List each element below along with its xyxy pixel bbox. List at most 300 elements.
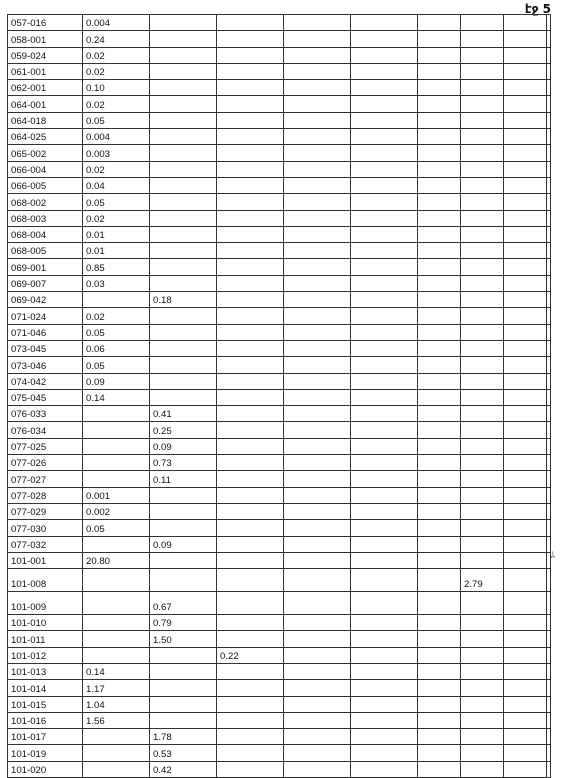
area-col-7-cell [461,145,504,161]
area-col-8-cell [504,177,547,193]
area-col-5-cell [351,536,418,552]
area-col-1-cell [83,422,150,438]
area-col-3-cell [217,696,284,712]
land-use-cell [547,80,551,96]
area-col-1-cell [83,292,150,308]
area-col-4-cell [284,243,351,259]
parcel-code-cell: 101-008 [8,569,83,592]
land-use-cell [547,145,551,161]
parcel-code-cell: 069-007 [8,275,83,291]
area-col-8-cell [504,226,547,242]
area-col-5-cell [351,129,418,145]
area-col-7-cell [461,63,504,79]
parcel-code-cell: 062-001 [8,80,83,96]
land-use-cell [547,308,551,324]
table-row [8,324,551,340]
area-col-5-cell [351,438,418,454]
area-col-6-cell [418,471,461,487]
area-col-8-cell [504,15,547,31]
area-col-3-cell [217,194,284,210]
area-col-5-cell [351,712,418,728]
area-col-7-cell [461,31,504,47]
area-col-6-cell [418,340,461,356]
area-col-6-cell [418,680,461,696]
area-col-2-cell [150,96,217,112]
area-col-8-cell [504,471,547,487]
area-col-4-cell [284,761,351,777]
area-col-4-cell [284,275,351,291]
land-use-cell [547,210,551,226]
area-col-7-cell [461,96,504,112]
parcel-code-cell: 101-009 [8,592,83,615]
table-row [8,536,551,552]
area-col-1-cell: 0.85 [83,259,150,275]
parcel-code-cell: 073-046 [8,357,83,373]
area-col-7-cell [461,487,504,503]
area-col-2-cell [150,712,217,728]
parcel-code-cell: 068-005 [8,243,83,259]
area-col-5-cell [351,696,418,712]
area-col-2-cell [150,308,217,324]
area-col-4-cell [284,259,351,275]
area-col-4-cell [284,745,351,761]
area-col-3-cell [217,357,284,373]
area-col-2-cell [150,145,217,161]
table-row [8,308,551,324]
area-col-7-cell [461,592,504,615]
area-col-3-cell [217,210,284,226]
table-row [8,520,551,536]
table-row [8,177,551,193]
area-col-1-cell: 0.02 [83,47,150,63]
area-col-2-cell [150,357,217,373]
parcel-code-cell: 101-001 [8,552,83,568]
area-col-6-cell [418,406,461,422]
land-use-cell [547,663,551,679]
area-col-3-cell [217,592,284,615]
area-col-6-cell [418,15,461,31]
area-col-6-cell [418,47,461,63]
table-row [8,373,551,389]
area-col-7-cell [461,552,504,568]
area-col-3-cell [217,455,284,471]
area-col-6-cell [418,275,461,291]
land-use-cell [547,487,551,503]
land-use-cell [547,406,551,422]
area-col-4-cell [284,15,351,31]
area-col-2-cell [150,63,217,79]
area-col-8-cell [504,520,547,536]
area-col-7-cell [461,422,504,438]
area-col-7-cell [461,503,504,519]
area-col-2-cell [150,696,217,712]
area-col-7-cell [461,729,504,745]
area-col-6-cell [418,536,461,552]
area-col-6-cell [418,761,461,777]
area-col-2-cell: 0.42 [150,761,217,777]
area-col-1-cell [83,647,150,663]
area-col-7-cell [461,761,504,777]
area-col-3-cell [217,259,284,275]
area-col-1-cell: 0.001 [83,487,150,503]
area-col-8-cell [504,47,547,63]
area-col-2-cell: 0.41 [150,406,217,422]
table-row [8,631,551,647]
area-col-1-cell: 0.02 [83,96,150,112]
area-col-8-cell [504,631,547,647]
parcel-code-cell: 077-028 [8,487,83,503]
area-col-1-cell: 1.56 [83,712,150,728]
area-col-6-cell [418,389,461,405]
area-col-6-cell [418,259,461,275]
area-col-8-cell [504,259,547,275]
area-col-4-cell [284,552,351,568]
area-col-6-cell [418,308,461,324]
area-col-3-cell [217,615,284,631]
area-col-4-cell [284,340,351,356]
area-col-6-cell [418,438,461,454]
area-col-4-cell [284,729,351,745]
table-row [8,96,551,112]
area-col-2-cell: 0.67 [150,592,217,615]
area-col-1-cell: 0.003 [83,145,150,161]
area-col-7-cell [461,129,504,145]
area-col-2-cell [150,259,217,275]
area-col-6-cell [418,712,461,728]
area-col-3-cell [217,503,284,519]
area-col-5-cell [351,357,418,373]
area-col-8-cell [504,745,547,761]
area-col-8-cell [504,210,547,226]
area-col-3-cell [217,471,284,487]
area-col-8-cell [504,243,547,259]
land-use-cell [547,15,551,31]
area-col-8-cell [504,31,547,47]
area-col-7-cell [461,210,504,226]
area-col-5-cell [351,275,418,291]
area-col-6-cell [418,592,461,615]
area-col-1-cell: 0.01 [83,226,150,242]
area-col-3-cell [217,15,284,31]
area-col-6-cell [418,324,461,340]
area-col-2-cell [150,243,217,259]
area-col-2-cell [150,340,217,356]
area-col-7-cell [461,438,504,454]
table-row [8,680,551,696]
area-col-6-cell [418,96,461,112]
area-col-3-cell [217,226,284,242]
area-col-6-cell [418,503,461,519]
area-col-4-cell [284,503,351,519]
area-col-4-cell [284,455,351,471]
area-col-7-cell [461,324,504,340]
table-row [8,31,551,47]
land-parcel-table [7,14,551,778]
parcel-code-cell: 101-011 [8,631,83,647]
table-row [8,63,551,79]
table-row [8,471,551,487]
area-col-4-cell [284,592,351,615]
area-col-8-cell [504,663,547,679]
area-col-2-cell [150,112,217,128]
area-col-8-cell [504,63,547,79]
land-use-cell [547,696,551,712]
area-col-1-cell [83,438,150,454]
table-row [8,389,551,405]
area-col-3-cell [217,112,284,128]
area-col-7-cell [461,647,504,663]
area-col-8-cell [504,536,547,552]
area-col-8-cell [504,275,547,291]
table-row [8,194,551,210]
table-row [8,406,551,422]
area-col-3-cell [217,96,284,112]
area-col-3-cell [217,663,284,679]
land-use-cell [547,324,551,340]
area-col-2-cell [150,324,217,340]
area-col-5-cell [351,389,418,405]
area-col-7-cell [461,357,504,373]
area-col-8-cell [504,96,547,112]
area-col-1-cell [83,455,150,471]
area-col-4-cell [284,647,351,663]
area-col-7-cell [461,47,504,63]
area-col-5-cell [351,161,418,177]
area-col-6-cell [418,357,461,373]
land-use-cell [547,63,551,79]
parcel-code-cell: 101-010 [8,615,83,631]
area-col-6-cell [418,569,461,592]
area-col-3-cell [217,31,284,47]
area-col-7-cell [461,340,504,356]
land-use-cell [547,226,551,242]
area-col-1-cell [83,569,150,592]
table-row [8,696,551,712]
area-col-1-cell: 0.02 [83,161,150,177]
table-row [8,647,551,663]
land-use-cell [547,520,551,536]
area-col-5-cell [351,455,418,471]
area-col-5-cell [351,112,418,128]
area-col-6-cell [418,729,461,745]
land-use-cell [547,438,551,454]
area-col-1-cell: 1.04 [83,696,150,712]
parcel-code-cell: 064-025 [8,129,83,145]
area-col-2-cell [150,680,217,696]
area-col-6-cell [418,177,461,193]
area-col-8-cell [504,161,547,177]
area-col-5-cell [351,243,418,259]
area-col-1-cell: 0.05 [83,357,150,373]
table-row [8,357,551,373]
land-use-cell [547,161,551,177]
area-col-3-cell [217,422,284,438]
area-col-7-cell [461,292,504,308]
table-row [8,226,551,242]
area-col-7-cell [461,520,504,536]
parcel-code-cell: 071-024 [8,308,83,324]
parcel-code-cell: 077-026 [8,455,83,471]
parcel-code-cell: 074-042 [8,373,83,389]
parcel-code-cell: 076-034 [8,422,83,438]
area-col-4-cell [284,31,351,47]
area-col-5-cell [351,292,418,308]
land-use-cell [547,592,551,615]
area-col-5-cell [351,373,418,389]
area-col-8-cell [504,373,547,389]
area-col-8-cell [504,615,547,631]
land-use-cell [547,712,551,728]
area-col-7-cell [461,177,504,193]
area-col-5-cell [351,177,418,193]
table-row [8,487,551,503]
area-col-8-cell [504,80,547,96]
area-col-5-cell [351,63,418,79]
parcel-code-cell: 101-014 [8,680,83,696]
area-col-5-cell [351,259,418,275]
table-row [8,761,551,777]
area-col-5-cell [351,422,418,438]
area-col-8-cell [504,647,547,663]
area-col-3-cell [217,712,284,728]
area-col-3-cell [217,324,284,340]
area-col-4-cell [284,520,351,536]
land-use-cell [547,243,551,259]
area-col-4-cell [284,471,351,487]
area-col-1-cell: 0.24 [83,31,150,47]
area-col-7-cell [461,275,504,291]
table-row [8,80,551,96]
area-col-5-cell [351,745,418,761]
area-col-2-cell [150,129,217,145]
area-col-3-cell [217,680,284,696]
table-row [8,712,551,728]
area-col-6-cell [418,422,461,438]
land-use-cell [547,389,551,405]
area-col-5-cell [351,308,418,324]
area-col-4-cell [284,161,351,177]
land-use-cell [547,129,551,145]
area-col-4-cell [284,663,351,679]
area-col-4-cell [284,145,351,161]
table-row [8,161,551,177]
area-col-7-cell [461,389,504,405]
area-col-7-cell [461,194,504,210]
land-use-cell [547,47,551,63]
area-col-3-cell [217,340,284,356]
area-col-5-cell [351,96,418,112]
table-row [8,455,551,471]
area-col-6-cell [418,615,461,631]
area-col-1-cell: 0.05 [83,112,150,128]
area-col-3-cell [217,745,284,761]
area-col-3-cell [217,292,284,308]
area-col-3-cell [217,243,284,259]
table-row [8,729,551,745]
parcel-code-cell: 077-032 [8,536,83,552]
land-use-cell [547,761,551,777]
area-col-4-cell [284,112,351,128]
area-col-6-cell [418,243,461,259]
area-col-8-cell [504,696,547,712]
land-use-cell [547,680,551,696]
area-col-7-cell [461,455,504,471]
area-col-2-cell [150,552,217,568]
area-col-3-cell [217,373,284,389]
area-col-4-cell [284,406,351,422]
area-col-7-cell [461,15,504,31]
area-col-8-cell [504,112,547,128]
area-col-4-cell [284,422,351,438]
area-col-7-cell [461,471,504,487]
area-col-2-cell [150,226,217,242]
area-col-1-cell: 0.09 [83,373,150,389]
area-col-1-cell: 0.05 [83,194,150,210]
area-col-7-cell [461,406,504,422]
area-col-1-cell [83,631,150,647]
area-col-5-cell [351,647,418,663]
parcel-code-cell: 058-001 [8,31,83,47]
table-row [8,47,551,63]
area-col-1-cell: 0.10 [83,80,150,96]
parcel-code-cell: 077-030 [8,520,83,536]
area-col-3-cell [217,438,284,454]
area-col-4-cell [284,536,351,552]
area-col-5-cell [351,324,418,340]
area-col-5-cell [351,503,418,519]
area-col-8-cell [504,194,547,210]
parcel-code-cell: 068-003 [8,210,83,226]
area-col-2-cell [150,275,217,291]
area-col-4-cell [284,80,351,96]
area-col-6-cell [418,80,461,96]
area-col-5-cell [351,210,418,226]
area-col-4-cell [284,631,351,647]
area-col-6-cell [418,647,461,663]
area-col-6-cell [418,112,461,128]
area-col-4-cell [284,615,351,631]
parcel-code-cell: 075-045 [8,389,83,405]
area-col-8-cell [504,487,547,503]
area-col-1-cell: 0.14 [83,389,150,405]
area-col-1-cell [83,729,150,745]
area-col-4-cell [284,194,351,210]
area-col-8-cell [504,129,547,145]
area-col-1-cell [83,406,150,422]
area-col-5-cell [351,487,418,503]
area-col-1-cell [83,592,150,615]
area-col-2-cell [150,210,217,226]
area-col-8-cell [504,340,547,356]
land-use-cell [547,112,551,128]
area-col-7-cell [461,631,504,647]
area-col-7-cell [461,663,504,679]
area-col-4-cell [284,308,351,324]
table-row [8,745,551,761]
area-col-5-cell [351,340,418,356]
parcel-code-cell: 068-004 [8,226,83,242]
area-col-8-cell [504,438,547,454]
area-col-2-cell [150,503,217,519]
area-col-3-cell [217,631,284,647]
area-col-6-cell [418,129,461,145]
area-col-4-cell [284,129,351,145]
parcel-code-cell: 073-045 [8,340,83,356]
area-col-1-cell: 20.80 [83,552,150,568]
area-col-8-cell [504,389,547,405]
area-col-3-cell [217,487,284,503]
parcel-code-cell: 068-002 [8,194,83,210]
